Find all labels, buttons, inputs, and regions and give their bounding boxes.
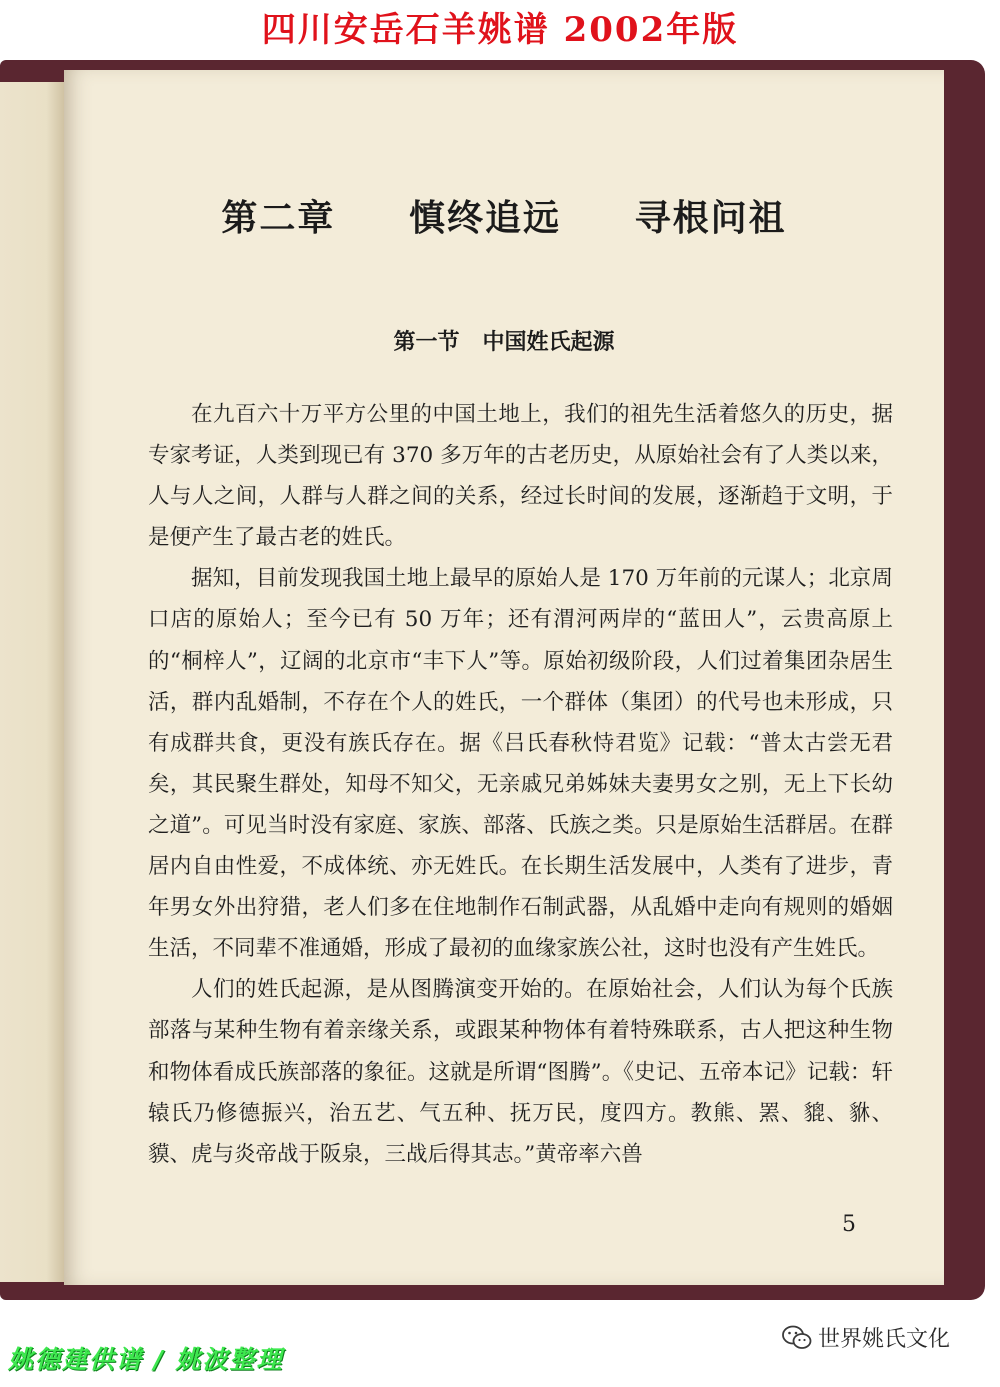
wechat-icon — [782, 1325, 812, 1351]
watermark — [782, 1322, 950, 1353]
footer-credit: 姚德建供谱 / 姚波整理 — [8, 1345, 284, 1374]
left-page-edge — [0, 82, 66, 1282]
page-number: 5 — [842, 1212, 856, 1237]
top-banner-title: 四川安岳石羊姚谱 2002年版 — [261, 9, 739, 50]
section-title: 第一节 中国姓氏起源 — [393, 330, 615, 355]
body-text — [148, 394, 893, 1175]
paragraph: 在九百六十万平方公里的中国土地上，我们的祖先生活着悠久的历史，据专家考证，人类到现已有 370 多万年的古老历史，从原始社会有了人类以来，人与人之间，人群与人群之间的关系，经过长时间的发展，逐渐趋于文明，于是便产生了最古老的姓氏。 — [148, 402, 893, 551]
paragraph: 据知，目前发现我国土地上最早的原始人是 170 万年前的元谋人；北京周口店的原始人；至今已有 50 万年；还有渭河两岸的“蓝田人”，云贵高原上的“桐梓人”，辽阔的北京市“丰下人”等。原始初级阶段，人们过着集团杂居生活，群内乱婚制，不存在个人的姓氏，一个群体（集团）的代号也未形成，只有成群共食，更没有族氏存在。据《吕氏春秋恃君览》记载：“普太古尝无君矣，其民聚生群处，知母不知父，无亲戚兄弟姊妹夫妻男女之别，无上下长幼之道”。可见当时没有家庭、家族、部落、氏族之类。只是原始生活群居。在群居内自由性爱，不成体统、亦无姓氏。在长期生活发展中，人类有了进步，青年男女外出狩猎，老人们多在住地制作石制武器，从乱婚中走向有规则的婚姻生活，不同辈不准通婚，形成了最初的血缘家族公社，这时也没有产生姓氏。 — [148, 566, 893, 962]
paragraph: 人们的姓氏起源，是从图腾演变开始的。在原始社会，人们认为每个氏族部落与某种生物有着亲缘关系，或跟某种物体有着特殊联系，古人把这种生物和物体看成氏族部落的象征。这就是所谓“图腾”。《史记、五帝本记》记载：轩辕氏乃修德振兴，治五艺、气五种、抚万民，度四方。教熊、罴、貔、貅、貘、虎与炎帝战于阪泉，三战后得其志。”黄帝率六兽 — [148, 977, 893, 1167]
chapter-title: 第二章 慎终追远 寻根问祖 — [221, 197, 787, 239]
watermark-text: 世界姚氏文化 — [818, 1327, 951, 1352]
